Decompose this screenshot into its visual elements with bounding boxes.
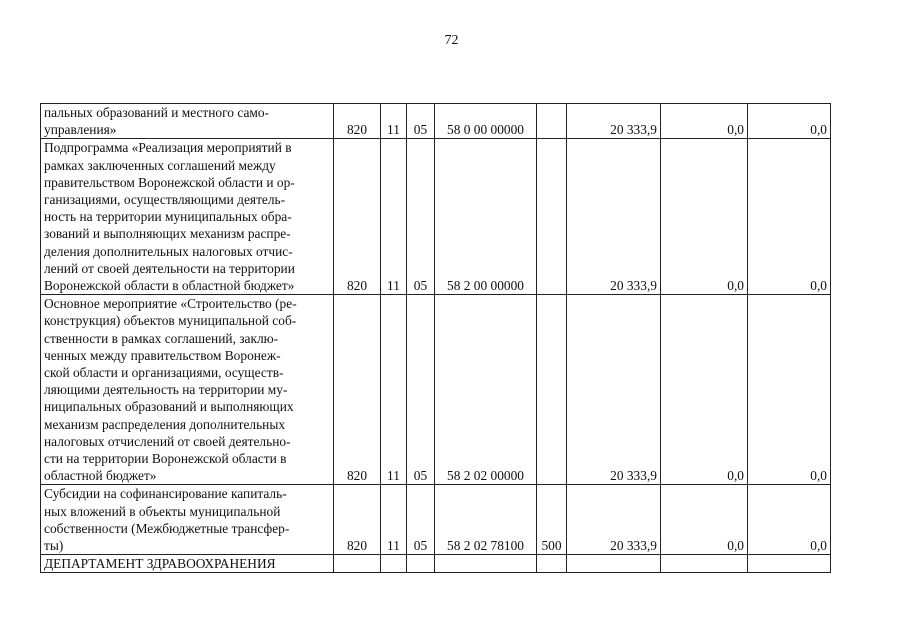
expense-type-code	[537, 139, 567, 295]
expense-type-code	[537, 295, 567, 485]
section-code: 11	[381, 104, 407, 139]
subsection-code: 05	[407, 104, 435, 139]
table-row	[41, 104, 831, 139]
ved-code: 820	[334, 104, 381, 139]
amount-year-2	[661, 555, 748, 573]
ved-code	[334, 555, 381, 573]
budget-table	[40, 103, 831, 573]
row-name: ДЕПАРТАМЕНТ ЗДРАВООХРАНЕНИЯ	[41, 555, 334, 573]
amount-year-2: 0,0	[661, 485, 748, 555]
target-article-code: 58 2 02 78100	[435, 485, 537, 555]
target-article-code: 58 2 00 00000	[435, 139, 537, 295]
ved-code: 820	[334, 485, 381, 555]
target-article-code	[435, 555, 537, 573]
row-name: пальных образований и местного само- управления»	[41, 104, 334, 139]
expense-type-code: 500	[537, 485, 567, 555]
table-row	[41, 485, 831, 555]
target-article-code: 58 2 02 00000	[435, 295, 537, 485]
amount-year-1: 20 333,9	[567, 295, 661, 485]
section-code: 11	[381, 485, 407, 555]
section-code	[381, 555, 407, 573]
amount-year-2: 0,0	[661, 139, 748, 295]
expense-type-code	[537, 555, 567, 573]
subsection-code: 05	[407, 485, 435, 555]
amount-year-2: 0,0	[661, 104, 748, 139]
subsection-code: 05	[407, 295, 435, 485]
amount-year-2: 0,0	[661, 295, 748, 485]
page-number: 72	[444, 33, 459, 48]
table-row	[41, 555, 831, 573]
expense-type-code	[537, 104, 567, 139]
amount-year-1: 20 333,9	[567, 485, 661, 555]
section-code: 11	[381, 139, 407, 295]
section-code: 11	[381, 295, 407, 485]
row-name: Основное мероприятие «Строительство (ре- конструкция) объектов муниципальной соб- ственности в рамках соглашений, заклю- ченных между правительством Воронеж- ской области и организациями, осуществ- ляющими деятельность на территории му- ниципальных образований и выполняющих механизм распределения дополнительных налоговых отчислений от своей деятельно- сти на территории Воронежской области в областной бюджет»	[41, 295, 334, 485]
target-article-code: 58 0 00 00000	[435, 104, 537, 139]
subsection-code	[407, 555, 435, 573]
row-name: Подпрограмма «Реализация мероприятий в рамках заключенных соглашений между правительством Воронежской области и ор- ганизациями, осуществляющими деятель- ность на территории муниципальных обра- зований и выполняющих механизм распре- деления дополнительных налоговых отчис- лений от своей деятельности на территории Воронежской области в областной бюджет»	[41, 139, 334, 295]
amount-year-1: 20 333,9	[567, 104, 661, 139]
amount-year-3: 0,0	[748, 485, 831, 555]
ved-code: 820	[334, 295, 381, 485]
subsection-code: 05	[407, 139, 435, 295]
ved-code: 820	[334, 139, 381, 295]
row-name: Субсидии на софинансирование капиталь- ных вложений в объекты муниципальной собственности (Межбюджетные трансфер- ты)	[41, 485, 334, 555]
amount-year-3: 0,0	[748, 139, 831, 295]
table-row	[41, 295, 831, 485]
amount-year-3: 0,0	[748, 104, 831, 139]
amount-year-1	[567, 555, 661, 573]
table-row	[41, 139, 831, 295]
amount-year-1: 20 333,9	[567, 139, 661, 295]
amount-year-3	[748, 555, 831, 573]
amount-year-3: 0,0	[748, 295, 831, 485]
